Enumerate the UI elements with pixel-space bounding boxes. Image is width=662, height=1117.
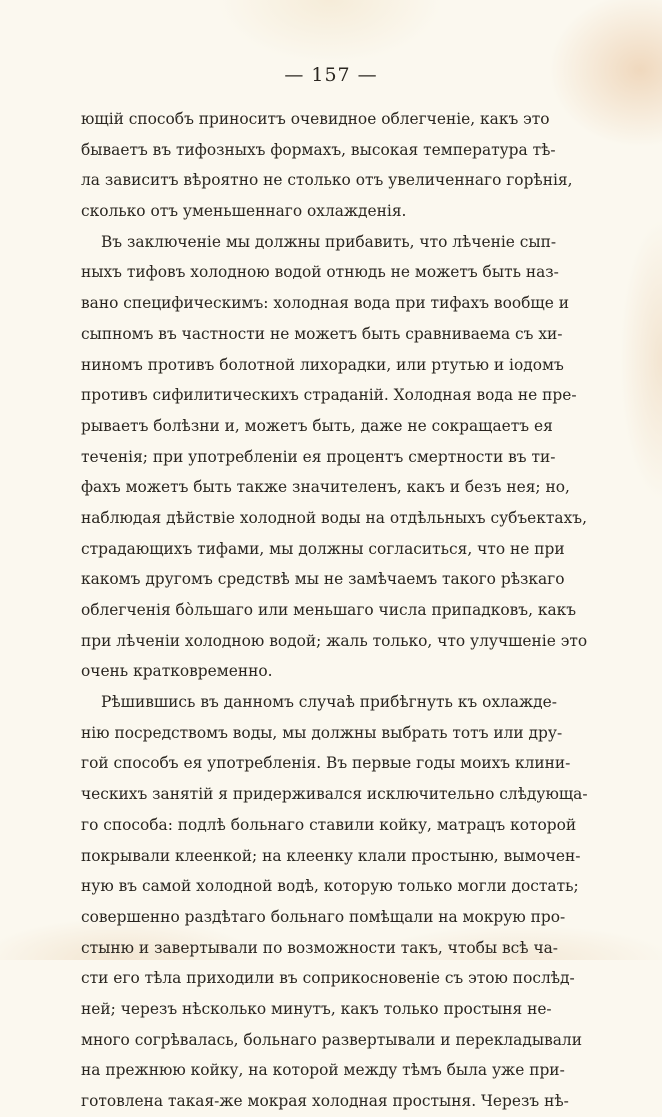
text-line: готовлена такая-же мокрая холодная простыня. Черезъ нѣ- bbox=[81, 1092, 569, 1110]
text-line: какомъ другомъ средствѣ мы не замѣчаемъ такого рѣзкаго bbox=[81, 570, 565, 589]
text-line: сыпномъ въ частности не можетъ быть сравниваема съ хи- bbox=[81, 324, 563, 343]
text-line: Въ заключеніе мы должны прибавить, что лѣченіе сып- bbox=[101, 232, 557, 251]
text-line: рываетъ болѣзни и, можетъ быть, даже не сокращаетъ ея bbox=[81, 416, 553, 435]
text-line: наблюдая дѣйствіе холодной воды на отдѣльныхъ субъектахъ, bbox=[81, 508, 587, 527]
text-line: на прежнюю койку, на которой между тѣмъ была уже при- bbox=[81, 1061, 565, 1080]
text-line: го способа: подлѣ больнаго ставили койку, матрацъ которой bbox=[81, 815, 577, 834]
text-line: ческихъ занятій я придерживался исключительно слѣдующа- bbox=[81, 785, 588, 804]
text-line: теченія; при употребленіи ея процентъ смертности въ ти- bbox=[81, 447, 556, 466]
text-line: ныхъ тифовъ холодною водой отнюдь не можетъ быть наз- bbox=[81, 263, 559, 282]
text-line: бываетъ въ тифозныхъ формахъ, высокая температура тѣ- bbox=[81, 140, 556, 159]
text-line: много согрѣвалась, больнаго развертывали и перекладывали bbox=[81, 1030, 582, 1049]
text-line: очень кратковременно. bbox=[81, 662, 273, 681]
body-text bbox=[81, 104, 588, 1117]
text-line: покрывали клеенкой; на клеенку клали простыню, вымочен- bbox=[81, 846, 581, 865]
page-number: — 157 — bbox=[284, 64, 378, 86]
text-line: ней; черезъ нѣсколько минутъ, какъ только простыня не- bbox=[81, 999, 552, 1018]
text-line: страдающихъ тифами, мы должны согласиться, что не при bbox=[81, 539, 565, 558]
text-line: ниномъ противъ болотной лихорадки, или ртутью и іодомъ bbox=[81, 355, 564, 374]
text-line: стыню и завертывали по возможности такъ, чтобы всѣ ча- bbox=[81, 938, 559, 957]
text-line: при лѣченіи холодною водой; жаль только, что улучшеніе это bbox=[81, 631, 588, 650]
text-line: сти его тѣла приходили въ соприкосновеніе съ этою послѣд- bbox=[81, 969, 575, 988]
text-line: ную въ самой холодной водѣ, которую только могли достать; bbox=[81, 877, 579, 896]
text-line: фахъ можетъ быть также значителенъ, какъ и безъ нея; но, bbox=[81, 478, 570, 497]
text-line: облегченія бо̀льшаго или меньшаго числа припадковъ, какъ bbox=[81, 601, 577, 619]
text-line: совершенно раздѣтаго больнаго помѣщали на мокрую про- bbox=[81, 907, 566, 926]
text-line: сколько отъ уменьшеннаго охлажденія. bbox=[81, 202, 407, 221]
text-line: ющій способъ приноситъ очевидное облегченіе, какъ это bbox=[81, 110, 550, 128]
text-line: вано специфическимъ: холодная вода при тифахъ вообще и bbox=[81, 294, 569, 313]
text-line: Рѣшившись въ данномъ случаѣ прибѣгнуть къ охлажде- bbox=[101, 693, 557, 712]
text-line: гой способъ ея употребленія. Въ первые годы моихъ клини- bbox=[81, 754, 571, 773]
text-line: нію посредствомъ воды, мы должны выбрать тотъ или дру- bbox=[81, 723, 563, 742]
text-line: противъ сифилитическихъ страданій. Холодная вода не пре- bbox=[81, 386, 577, 405]
text-line: ла зависитъ вѣроятно не столько отъ увеличеннаго горѣнія, bbox=[81, 171, 573, 190]
